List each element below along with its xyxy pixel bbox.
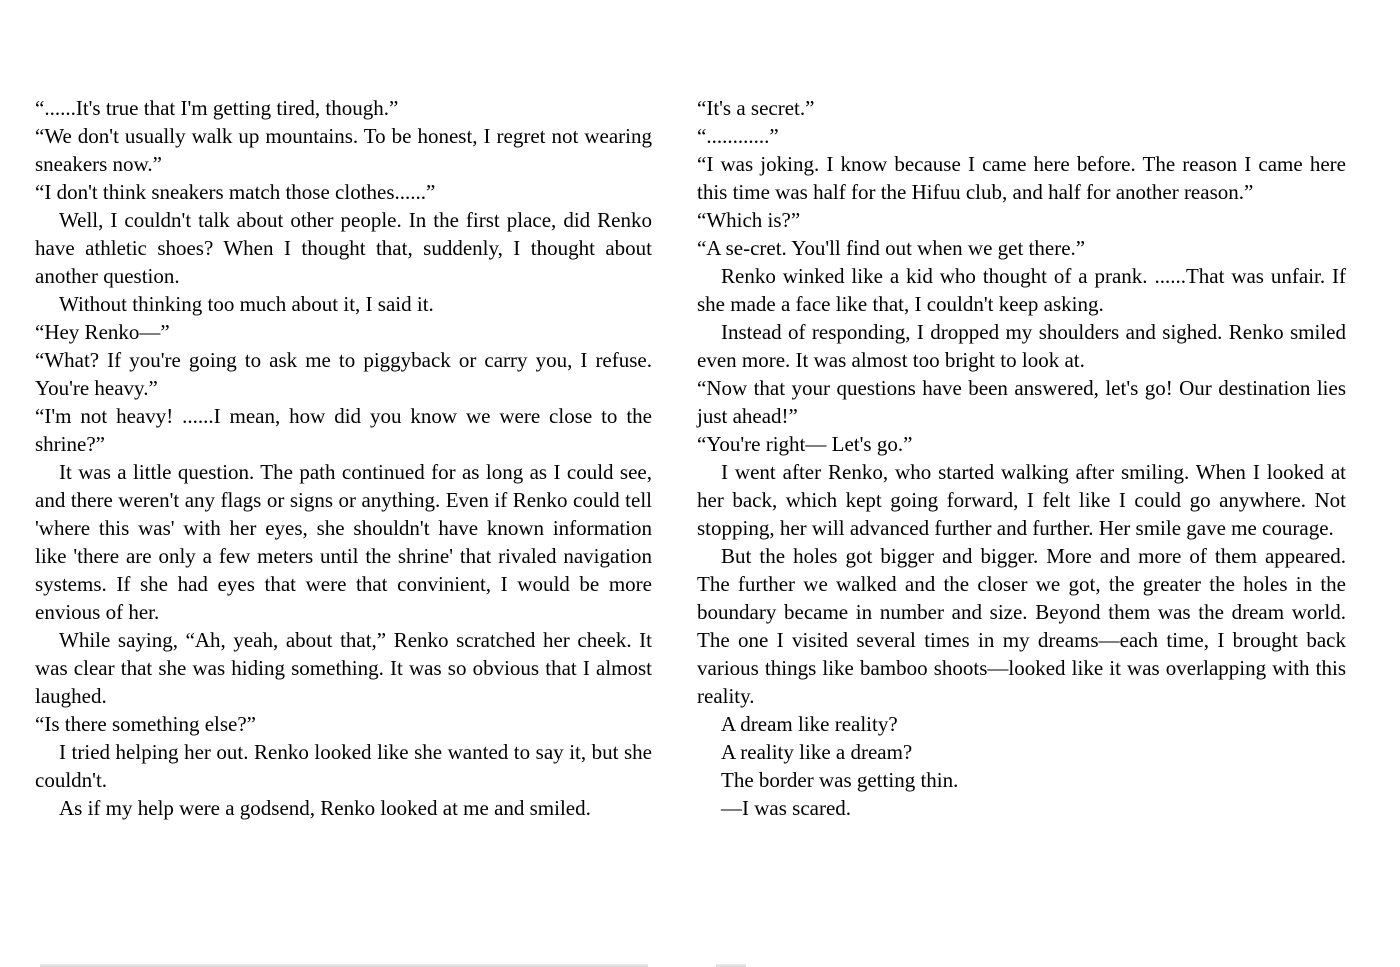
paragraph: “Which is?” [697,208,801,232]
paragraph: “I don't think sneakers match those clothes......” [35,180,436,204]
paragraph: Well, I couldn't talk about other people. In the first place, did Renko have athletic shoes? When I thought that, suddenly, I thought about another question. [35,208,652,288]
paragraph: “What? If you're going to ask me to piggyback or carry you, I refuse. You're heavy.” [35,348,652,400]
paragraph: Without thinking too much about it, I said it. [59,292,434,316]
paragraph: The border was getting thin. [721,768,959,792]
paragraph: While saying, “Ah, yeah, about that,” Renko scratched her cheek. It was clear that she was hiding something. It was so obvious that I almost laughed. [35,628,652,708]
left-page [35,94,652,822]
paragraph: “......It's true that I'm getting tired, though.” [35,96,399,120]
paragraph: “I was joking. I know because I came here before. The reason I came here this time was half for the Hifuu club, and half for another reason.” [697,152,1346,204]
paragraph: I tried helping her out. Renko looked like she wanted to say it, but she couldn't. [35,740,652,792]
paragraph: “A se-cret. You'll find out when we get there.” [697,236,1086,260]
paragraph: “Now that your questions have been answered, let's go! Our destination lies just ahead!” [697,376,1346,428]
paragraph: A dream like reality? [721,712,898,736]
right-page [697,94,1346,822]
paragraph: A reality like a dream? [721,740,913,764]
paragraph: I went after Renko, who started walking after smiling. When I looked at her back, which kept going forward, I felt like I could go anywhere. Not stopping, her will advanced further and further. Her smile gave me courage. [697,460,1346,540]
paragraph: “I'm not heavy! ......I mean, how did you know we were close to the shrine?” [35,404,652,456]
paragraph: “You're right— Let's go.” [697,432,913,456]
paragraph: “We don't usually walk up mountains. To be honest, I regret not wearing sneakers now.” [35,124,652,176]
paragraph: “Hey Renko—” [35,320,170,344]
paragraph: “............” [697,124,779,148]
paragraph: As if my help were a godsend, Renko looked at me and smiled. [59,796,591,820]
paragraph: Instead of responding, I dropped my shoulders and sighed. Renko smiled even more. It was almost too bright to look at. [697,320,1346,372]
paragraph: “It's a secret.” [697,96,815,120]
paragraph: “Is there something else?” [35,712,256,736]
paragraph: But the holes got bigger and bigger. More and more of them appeared. The further we walked and the closer we got, the greater the holes in the boundary became in number and size. Beyond them was the dream world. The one I visited several times in my dreams—each time, I brought back various things like bamboo shoots—looked like it was overlapping with this reality. [697,544,1346,708]
paragraph: Renko winked like a kid who thought of a prank. ......That was unfair. If she made a face like that, I couldn't keep asking. [697,264,1346,316]
paragraph: —I was scared. [721,796,852,820]
paragraph: It was a little question. The path continued for as long as I could see, and there weren't any flags or signs or anything. Even if Renko could tell 'where this was' with her eyes, she shouldn't have known information like 'there are only a few meters until the shrine' that rivaled navigation systems. If she had eyes that were that convinient, I would be more envious of her. [35,460,652,624]
